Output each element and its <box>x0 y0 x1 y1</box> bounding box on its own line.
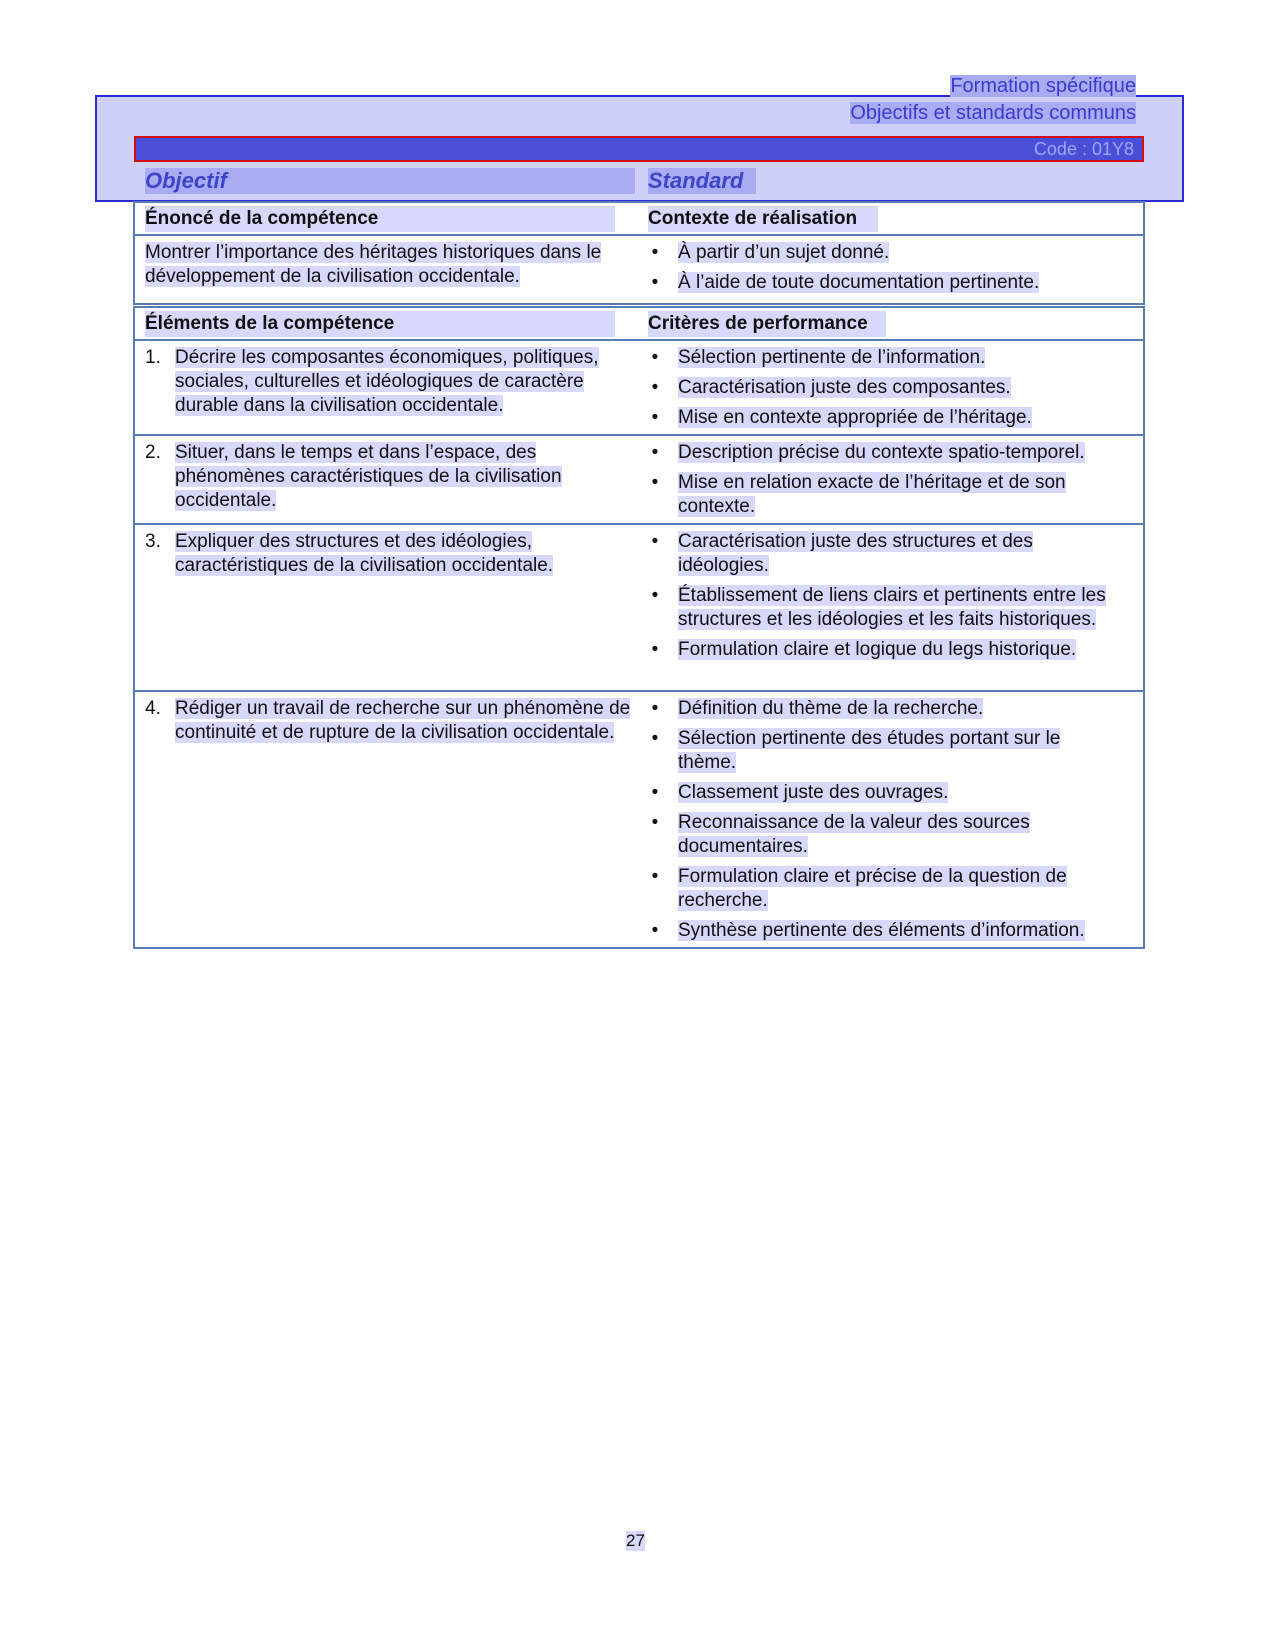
enonce-text: Montrer l’importance des héritages historiques dans le développement de la civilisation occidentale. <box>145 242 602 287</box>
list-item: • Formulation claire et logique du legs historique. <box>651 639 1077 660</box>
criteria-list-3 <box>648 530 1118 668</box>
elements-table <box>133 306 1145 949</box>
contexte-header: Contexte de réalisation <box>648 206 878 232</box>
element-2: 2. Situer, dans le temps et dans l’espace, des phénomènes caractéristiques de la civilisation occidentale. <box>145 442 562 511</box>
enonce-row <box>135 236 1143 303</box>
list-item: • Caractérisation juste des composantes. <box>651 377 1011 398</box>
contexte-list <box>648 241 1118 301</box>
elements-header-row <box>135 308 1143 341</box>
list-item: • Mise en relation exacte de l’héritage et de son contexte. <box>651 472 1066 517</box>
section-title: Objectifs et standards communs <box>850 102 1136 124</box>
table-row <box>135 525 1143 692</box>
list-item: • Description précise du contexte spatio-temporel. <box>651 442 1085 463</box>
list-item: • Caractérisation juste des structures et des idéologies. <box>651 531 1033 576</box>
enonce-header-row <box>135 203 1143 236</box>
list-item: • Mise en contexte appropriée de l’héritage. <box>651 407 1032 428</box>
list-item: • Reconnaissance de la valeur des sources documentaires. <box>651 812 1030 857</box>
criteria-list-2 <box>648 441 1118 525</box>
list-item: • Sélection pertinente des études portant sur le thème. <box>651 728 1061 773</box>
course-code-bar <box>134 136 1144 162</box>
enonce-table <box>133 201 1145 305</box>
program-title: Formation spécifique <box>950 75 1136 97</box>
page-number: 27 <box>626 1531 645 1550</box>
element-4: 4. Rédiger un travail de recherche sur un phénomène de continuité et de rupture de la civilisation occidentale. <box>145 698 631 743</box>
table-row <box>135 436 1143 525</box>
objectif-heading: Objectif <box>145 168 635 194</box>
course-code: Code : 01Y8 <box>1033 139 1134 159</box>
list-item: • Sélection pertinente de l’information. <box>651 347 986 368</box>
list-item: • Synthèse pertinente des éléments d’information. <box>651 920 1085 941</box>
elements-header: Éléments de la compétence <box>145 311 615 337</box>
criteres-header: Critères de performance <box>648 311 886 337</box>
standard-heading: Standard <box>648 168 756 194</box>
table-row <box>135 341 1143 436</box>
criteria-list-4 <box>648 697 1118 949</box>
list-item: • Établissement de liens clairs et pertinents entre les structures et les idéologies et les faits historiques. <box>651 585 1106 630</box>
list-item: • Classement juste des ouvrages. <box>651 782 949 803</box>
list-item: • Formulation claire et précise de la question de recherche. <box>651 866 1067 911</box>
criteria-list-1 <box>648 346 1118 436</box>
table-row <box>135 692 1143 947</box>
enonce-header: Énoncé de la compétence <box>145 206 615 232</box>
element-1: 1. Décrire les composantes économiques, politiques, sociales, culturelles et idéologiques de caractère durable dans la civilisation occidentale. <box>145 347 599 416</box>
list-item: • À l’aide de toute documentation pertinente. <box>651 272 1040 293</box>
element-3: 3. Expliquer des structures et des idéologies, caractéristiques de la civilisation occidentale. <box>145 531 554 576</box>
list-item: • À partir d’un sujet donné. <box>651 242 890 263</box>
list-item: • Définition du thème de la recherche. <box>651 698 984 719</box>
